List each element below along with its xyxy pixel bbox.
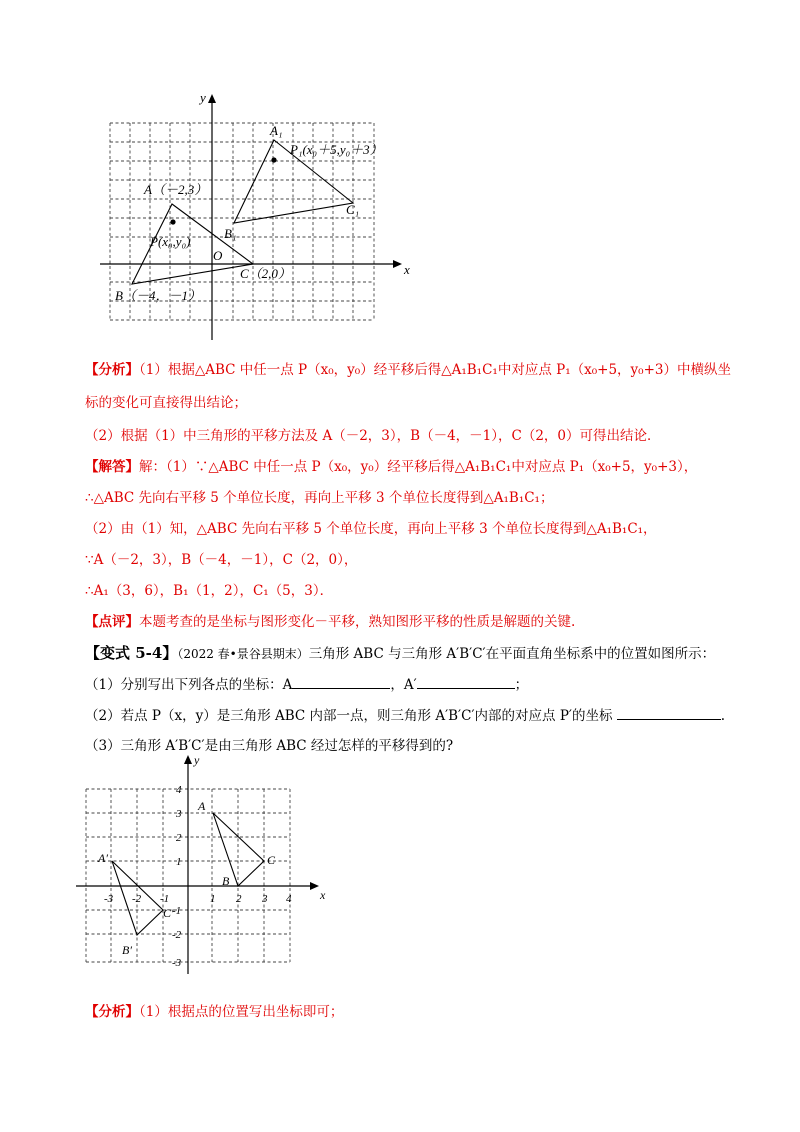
fig1-point-p1-label: P₁(x₀＋5,y₀＋3）	[290, 142, 383, 157]
fig2-y-tick: -1	[172, 905, 182, 917]
analysis2: 【分析】（1）根据点的位置写出坐标即可；	[85, 1004, 344, 1020]
solution1-line5: ∴A₁（3，6），B₁（1，2），C₁（5，3）．	[85, 583, 334, 599]
fig2-point-c-prime-label: C′	[163, 906, 174, 920]
fig1-x-axis-label: x	[404, 262, 410, 277]
solution1-line4: ∵A（－2，3），B（－4，－1），C（2，0），	[85, 552, 358, 568]
fig2-point-b-prime-label: B′	[122, 943, 132, 957]
fig1-point-p-label: P(x₀,y₀)	[150, 234, 191, 249]
comment1: 【点评】本题考查的是坐标与图形变化－平移，熟知图形平移的性质是解题的关键.	[85, 614, 576, 630]
fig2-y-tick: 2	[176, 832, 182, 844]
fig1-y-axis-label: y	[200, 90, 206, 105]
fig2-x-axis-label: x	[320, 888, 326, 902]
solution1-tag: 【解答】	[85, 459, 139, 475]
fig2-point-a-prime-label: A′	[98, 851, 108, 865]
fig1-point-b1-label: B₁	[224, 226, 237, 241]
fig2-x-tick: 4	[286, 893, 292, 905]
figure-1-coordinate-grid	[100, 88, 420, 348]
answer-blank-p-prime[interactable]	[617, 705, 721, 720]
fig2-x-tick: 3	[262, 893, 268, 905]
fig2-y-tick: -3	[172, 957, 182, 969]
question-3: （3）三角形 A′B′C′是由三角形 ABC 经过怎样的平移得到的?	[85, 738, 454, 754]
figure-2-coordinate-grid	[76, 752, 336, 978]
answer-blank-a[interactable]	[292, 674, 390, 689]
fig2-point-c-label: C	[267, 853, 276, 867]
analysis1-line3: （2）根据（1）中三角形的平移方法及 A（－2，3），B（－4，－1），C（2，0）可得出结论．	[85, 428, 661, 444]
analysis2-tag: 【分析】	[85, 1004, 139, 1020]
fig2-y-axis-label: y	[194, 753, 200, 767]
fig1-point-b-label: B（－4，－1）	[115, 288, 201, 303]
analysis1-line2: 标的变化可直接得出结论；	[85, 395, 247, 411]
fig2-x-tick: -2	[132, 893, 142, 905]
fig1-point-c1-label: C₁	[346, 202, 360, 217]
solution1-line3: （2）由（1）知，△ABC 先向右平移 5 个单位长度，再向上平移 3 个单位长度得到△A₁B₁C₁，	[85, 521, 657, 537]
fig2-y-tick: 4	[176, 784, 182, 796]
fig1-point-a1-label: A₁	[270, 123, 283, 138]
fig2-point-a-label: A	[198, 799, 206, 813]
analysis1-tag: 【分析】	[85, 362, 139, 378]
problem-source: （2022 春•景谷县期末）	[177, 647, 309, 661]
solution1-line2: ∴△ABC 先向右平移 5 个单位长度，再向上平移 3 个单位长度得到△A₁B₁C₁；	[85, 490, 554, 506]
problem-stem: 三角形 ABC 与三角形 A′B′C′在平面直角坐标系中的位置如图所示：	[308, 646, 716, 662]
question-1: （1）分别写出下列各点的坐标：A ，A′ ；	[85, 674, 775, 695]
fig2-y-tick: 1	[176, 856, 182, 868]
fig2-y-tick: 3	[176, 808, 182, 820]
problem-header	[85, 643, 775, 664]
analysis1-line1: 【分析】（1）根据△ABC 中任一点 P（x₀，y₀）经平移后得△A₁B₁C₁中对应点 P₁（x₀+5，y₀+3）中横纵坐	[85, 362, 731, 378]
answer-blank-a-prime[interactable]	[417, 674, 515, 689]
fig1-point-a-label: A（－2,3）	[144, 182, 208, 197]
fig1-point-c-label: C（2,0）	[240, 266, 291, 281]
fig2-x-tick: 2	[236, 893, 242, 905]
comment1-tag: 【点评】	[85, 614, 139, 630]
fig2-x-tick: -1	[160, 893, 170, 905]
fig2-point-b-label: B	[222, 874, 230, 888]
question-2: （2）若点 P（x，y）是三角形 ABC 内部一点，则三角形 A′B′C′内部的对应点 P′的坐标 .	[85, 705, 775, 726]
fig2-x-tick: -3	[104, 893, 114, 905]
fig2-x-tick: 1	[210, 893, 216, 905]
fig1-origin-label: O	[213, 248, 223, 263]
solution1-line1: 【解答】解：（1）∵△ABC 中任一点 P（x₀，y₀）经平移后得△A₁B₁C₁中对应点 P₁（x₀+5，y₀+3），	[85, 459, 698, 475]
problem-tag: 【变式 5-4】	[85, 644, 178, 662]
fig2-y-tick: -2	[172, 929, 182, 941]
